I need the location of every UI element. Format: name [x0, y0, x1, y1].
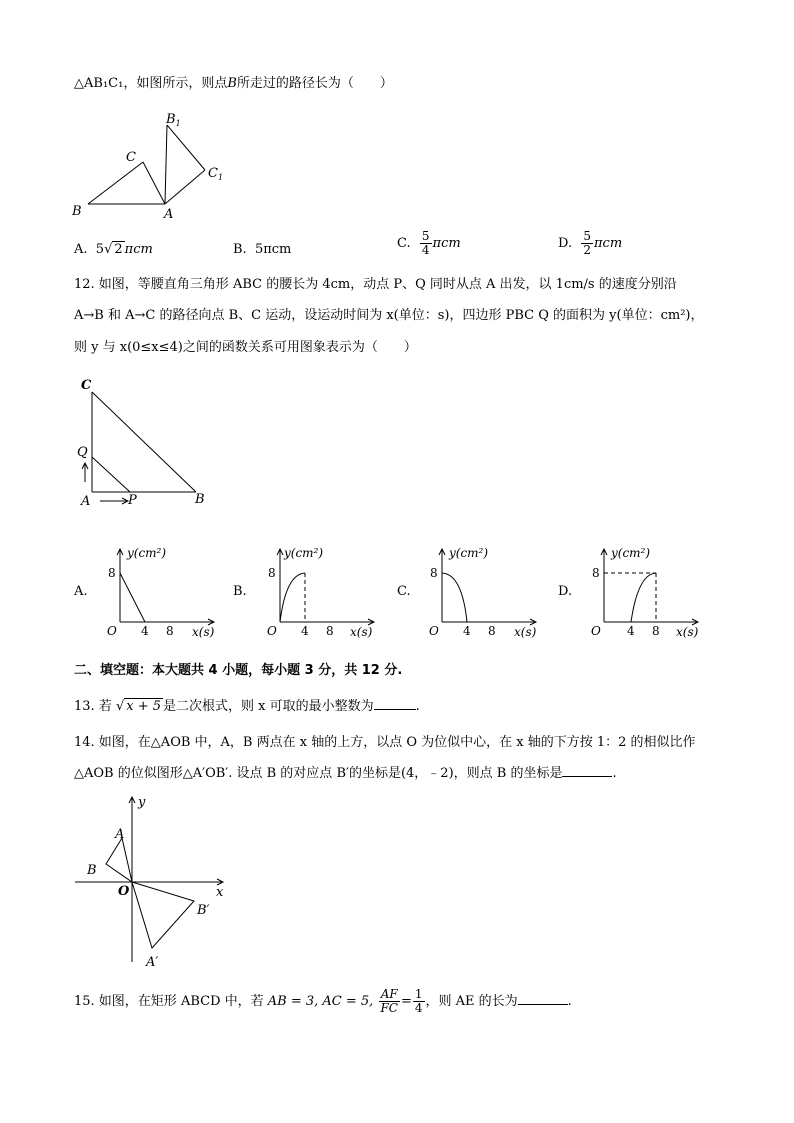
origin: O	[107, 624, 117, 638]
origin: O	[429, 624, 439, 638]
graph-c-curve	[442, 573, 467, 622]
q11-option-c[interactable]: C. $\frac{5}{4}$ πcm	[397, 229, 461, 257]
y-label: y(cm²)	[127, 546, 167, 560]
q13-answer-blank[interactable]	[374, 697, 416, 710]
q12-line-2: A→B 和 A→C 的路径向点 B、C 运动，设运动时间为 x(单位：s)，四边形 PBC Q 的面积为 y(单位：cm²)，	[74, 308, 704, 323]
q11-option-d[interactable]: D. $\frac{5}{2}$ πcm	[558, 229, 623, 257]
tick-4: 4	[463, 624, 471, 638]
graph-a-curve	[120, 573, 145, 622]
section-2-heading: 二、填空题：本大题共 4 小题，每小题 3 分，共 12 分.	[74, 663, 403, 678]
tick-8-x: 8	[326, 624, 334, 638]
label-O: O	[118, 884, 130, 899]
origin: O	[267, 624, 277, 638]
label-B1: $B_1$	[166, 112, 181, 128]
q15-fraction-1-4: $\frac{1}{4}$	[414, 987, 423, 1015]
origin: O	[591, 624, 601, 638]
label-P: P	[128, 493, 137, 508]
label-C: C	[126, 150, 136, 165]
q14-answer-blank[interactable]	[562, 764, 612, 777]
q15-line: 15. 如图，在矩形 ABCD 中，若 AB = 3, AC = 5, $\frac{AF}{FC}$ = $\frac{1}{4}$ ，则 AE 的长为 .	[74, 987, 572, 1015]
q11-c-fraction: $\frac{5}{4}$	[421, 229, 430, 257]
x-label: x(s)	[192, 625, 215, 639]
tick-8-x: 8	[488, 624, 496, 638]
side-CB	[92, 392, 196, 492]
y-label: y	[138, 795, 146, 810]
tick-8-y: 8	[592, 566, 600, 580]
q12-option-b-label[interactable]: B.	[233, 584, 247, 599]
graph-d-curve	[631, 573, 656, 622]
q11-option-b[interactable]: B. 5πcm	[233, 242, 292, 257]
y-label: y(cm²)	[284, 546, 324, 560]
tick-4: 4	[301, 624, 309, 638]
label-C1: $C_1$	[208, 166, 224, 182]
q12-figure	[72, 372, 222, 512]
tick-4: 4	[627, 624, 635, 638]
label-C: C	[81, 378, 92, 393]
q15-answer-blank[interactable]	[518, 992, 568, 1005]
q11-text: ，如图所示，则点	[123, 76, 228, 91]
q12-graph-a[interactable]	[102, 544, 222, 644]
seg-BC	[88, 162, 143, 204]
q12-graph-b[interactable]	[262, 544, 382, 644]
seg-CA	[143, 162, 165, 204]
triangle-A2OB2	[132, 882, 194, 948]
q11-d-fraction: $\frac{5}{2}$	[583, 229, 591, 257]
tick-8-y: 8	[430, 566, 438, 580]
q11-option-a[interactable]: A. 5√ 2 πcm	[74, 242, 153, 257]
q11-point: B	[227, 76, 237, 91]
y-label: y(cm²)	[611, 546, 651, 560]
label-B: B	[87, 863, 97, 878]
q14-figure	[70, 792, 240, 972]
x-label: x(s)	[514, 625, 537, 639]
q15-equation: AB = 3, AC = 5,	[267, 994, 374, 1009]
label-A: A	[115, 827, 125, 842]
y-label: y(cm²)	[449, 546, 489, 560]
q15-fraction-af-fc: $\frac{AF}{FC}$	[380, 987, 398, 1015]
q11-figure	[60, 105, 240, 225]
q12-line-3: 则 y 与 x(0≤x≤4)之间的函数关系可用图象表示为（ ）	[74, 340, 417, 355]
label-A-prime: A′	[146, 955, 159, 970]
x-label: x(s)	[676, 625, 699, 639]
label-Q: Q	[77, 445, 88, 460]
seg-C1A	[165, 170, 205, 204]
q11-question-line	[74, 75, 393, 93]
x-label: x	[216, 885, 224, 900]
q13-line: 13. 若 √ x + 5 是二次根式，则 x 可取的最小整数为 .	[74, 699, 420, 714]
q12-line-1: 12. 如图，等腰直角三角形 ABC 的腰长为 4cm，动点 P、Q 同时从点 A 出发，以 1cm/s 的速度分别沿	[74, 277, 677, 292]
q13-radicand: x + 5	[126, 699, 162, 714]
label-B: B	[72, 204, 82, 219]
q12-graph-c[interactable]	[424, 544, 544, 644]
q11-text-end: 所走过的路径长为（ ）	[236, 76, 393, 91]
x-label: x(s)	[350, 625, 373, 639]
seg-QP	[92, 457, 130, 492]
label-B-prime: B′	[197, 903, 210, 918]
label-A: A	[81, 494, 91, 509]
q14-line-1: 14. 如图，在△AOB 中，A，B 两点在 x 轴的上方，以点 O 为位似中心，在 x 轴的下方按 1：2 的相似比作	[74, 735, 696, 750]
label-A: A	[164, 207, 174, 222]
tick-4: 4	[141, 624, 149, 638]
tick-8-y: 8	[268, 566, 276, 580]
q12-option-d-label[interactable]: D.	[558, 584, 573, 599]
q14-line-2: △AOB 的位似图形△A′OB′. 设点 B 的对应点 B′的坐标是(4，﹣2)，则点 B 的坐标是 .	[74, 766, 617, 781]
q12-graph-d[interactable]	[586, 544, 706, 644]
label-B: B	[195, 492, 205, 507]
tick-8-y: 8	[108, 566, 116, 580]
graph-b-curve	[280, 573, 305, 622]
q12-option-c-label[interactable]: C.	[397, 584, 411, 599]
tick-8-x: 8	[652, 624, 660, 638]
seg-B1C1	[167, 125, 205, 170]
triangle-AOB	[106, 838, 132, 882]
tick-8-x: 8	[166, 624, 174, 638]
q12-option-a-label[interactable]: A.	[74, 584, 88, 599]
q11-triangle-name: △AB₁C₁	[74, 76, 124, 91]
seg-AB1	[165, 125, 167, 204]
